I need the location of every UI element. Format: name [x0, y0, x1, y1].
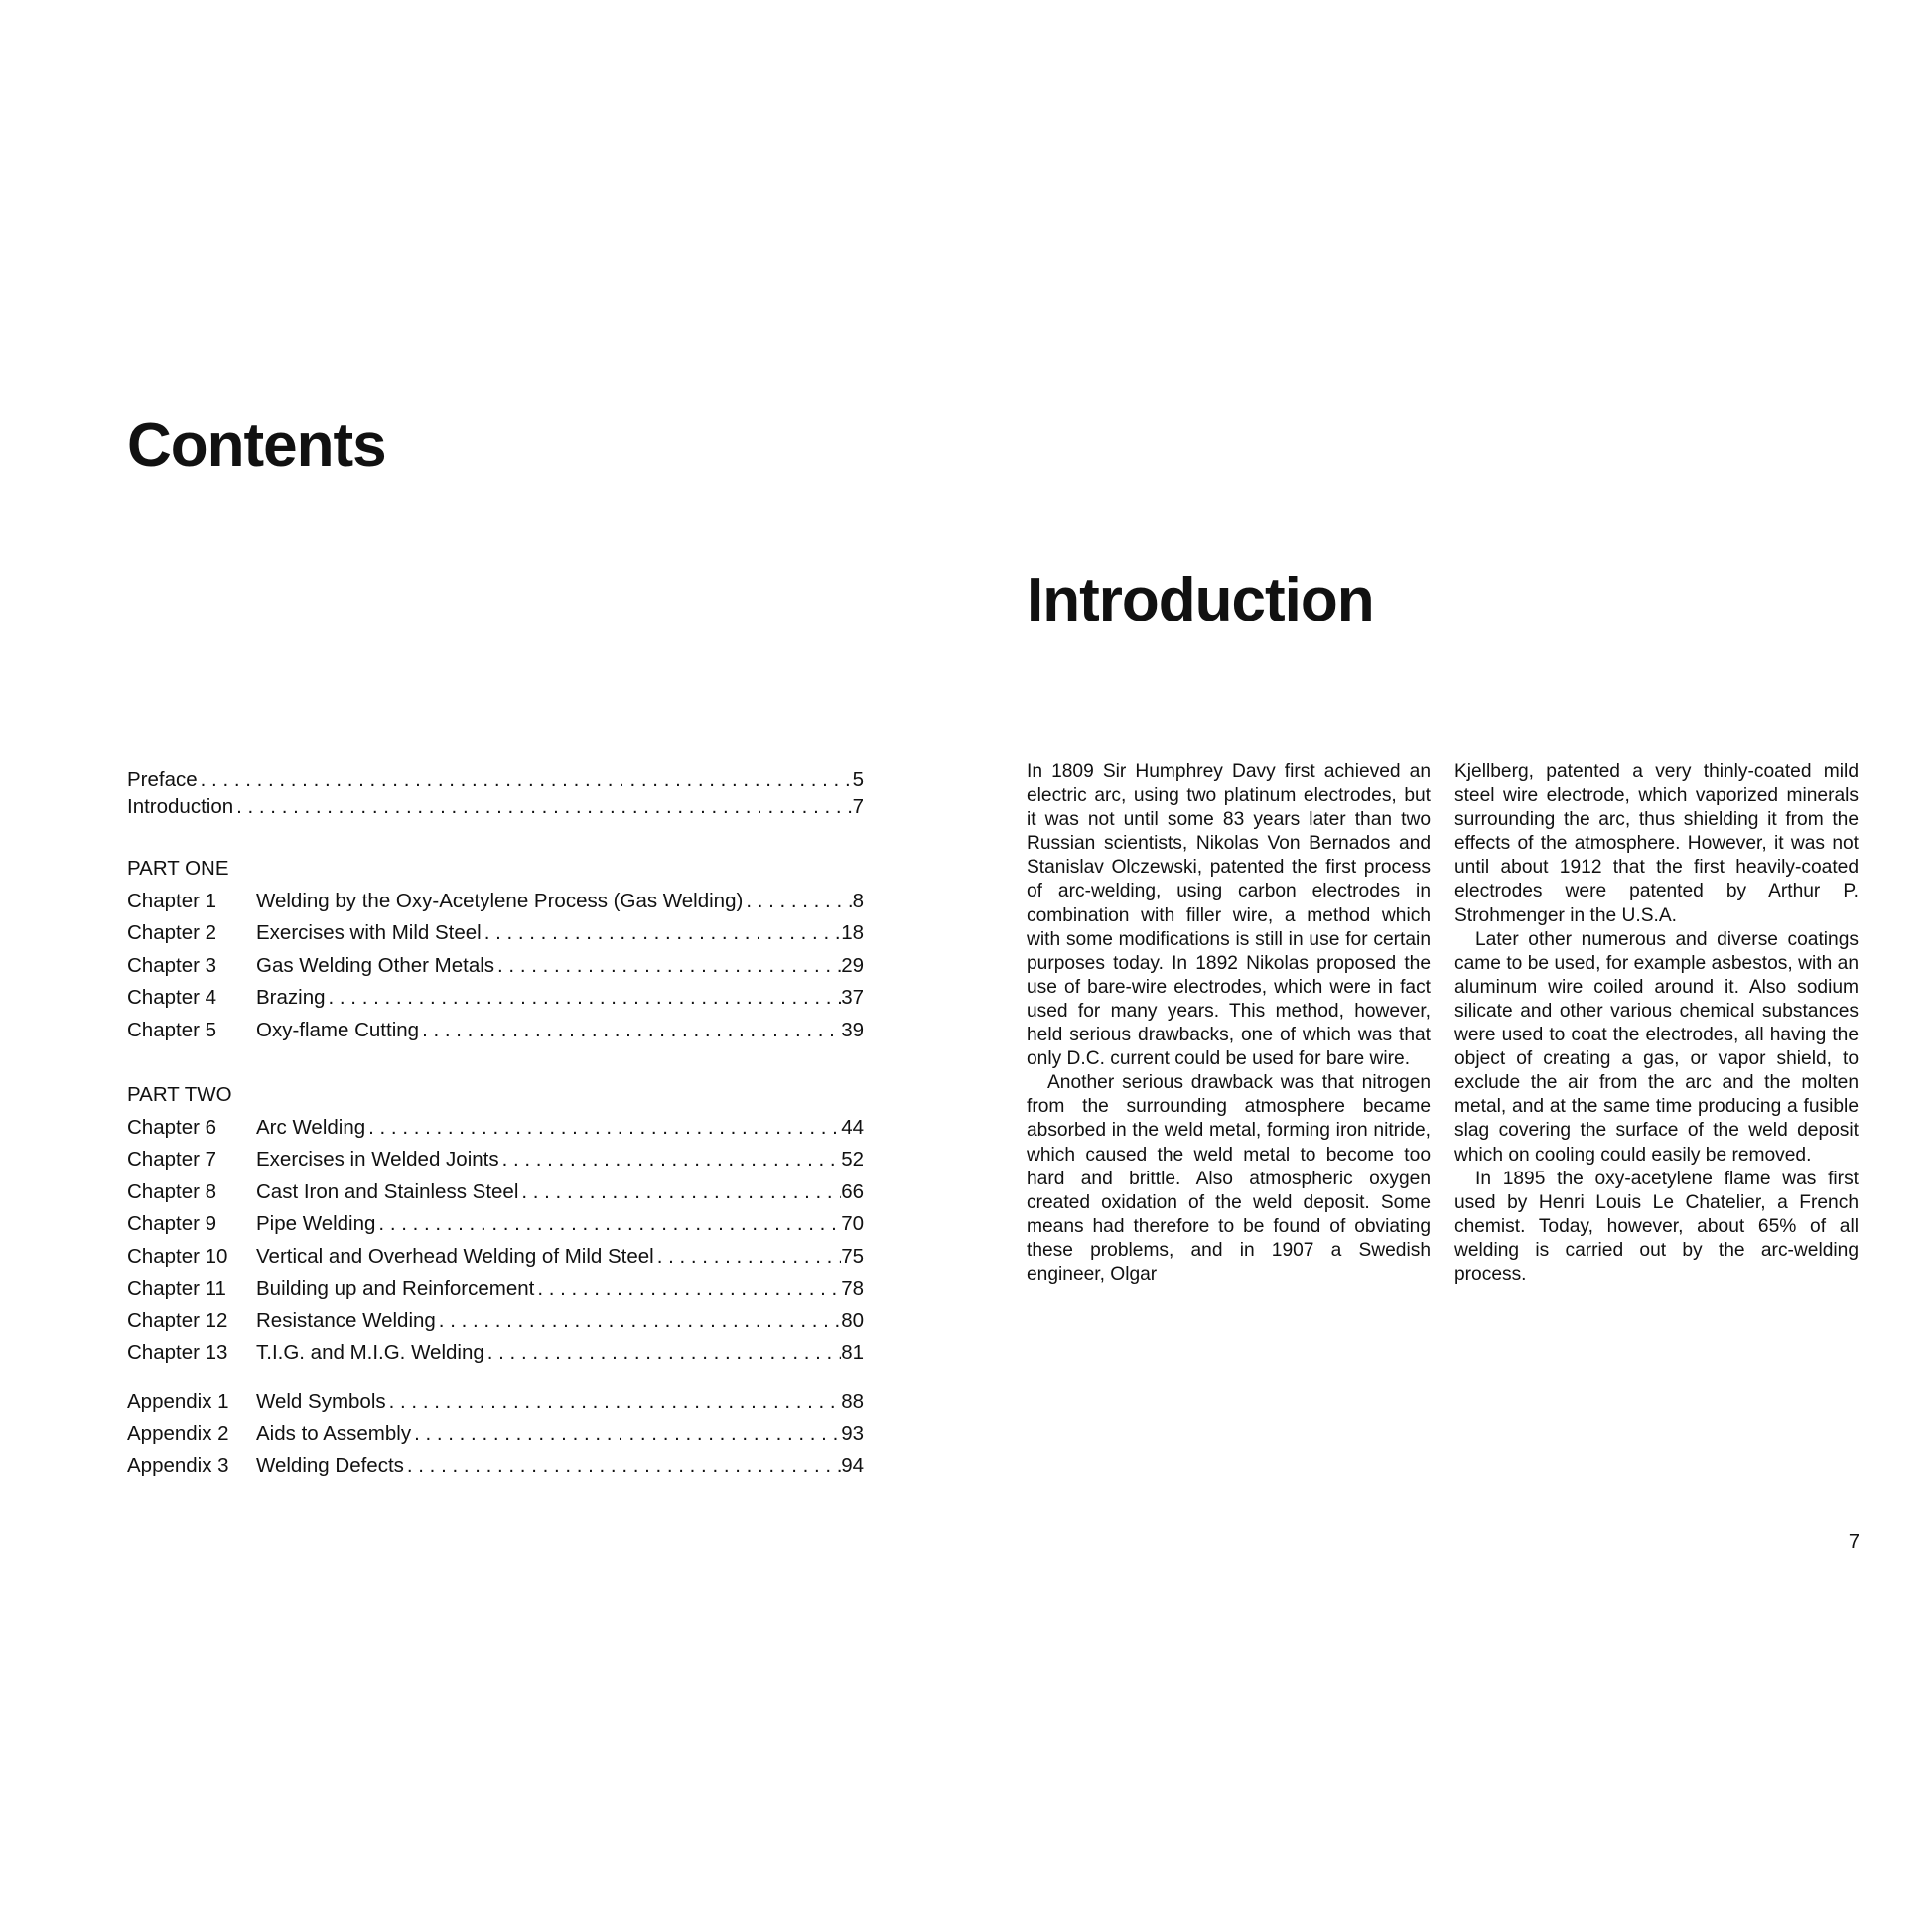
toc-entry-page: 7 [852, 795, 864, 818]
toc-entry-label: Chapter 3 [127, 953, 217, 977]
toc-entry-page: 70 [841, 1212, 864, 1235]
toc-entry-label: Appendix 2 [127, 1422, 229, 1445]
paragraph: Kjellberg, patented a very thinly-coated mild steel wire electrode, which vaporized minerals surrounding the arc, thus shielding it from the effects of the atmosphere. However, it was not until about 1912 that the first heavily-coated electrodes were patented by Arthur P. Strohmenger in the U.S.A. [1454, 761, 1859, 926]
toc-entry-page: 5 [852, 768, 864, 791]
page-number: 7 [1848, 1531, 1860, 1553]
toc-entry-page: 81 [841, 1341, 864, 1364]
toc-entry-title: Exercises in Welded Joints [256, 1148, 499, 1171]
toc-entry-chapter [127, 1208, 864, 1241]
paragraph: In 1895 the oxy-acetylene flame was first used by Henri Louis Le Chatelier, a French chemist. Today, however, about 65% of all welding is carried out by the arc-welding process. [1454, 1168, 1859, 1285]
toc-entry-title: Resistance Welding [256, 1309, 436, 1332]
toc-leader-dots [326, 982, 842, 1015]
toc-entry-page: 75 [841, 1244, 864, 1268]
toc-entry-chapter [127, 1337, 864, 1370]
toc-leader-dots [743, 886, 852, 918]
toc-leader-dots [534, 1273, 841, 1306]
toc-entry-title: Preface [127, 768, 198, 791]
toc-entry-label: Chapter 13 [127, 1341, 228, 1364]
toc-entry-appendix [127, 1450, 864, 1483]
paragraph: Later other numerous and diverse coatings came to be used, for example asbestos, with an aluminum wire coiled around it. Also sodium silicate and other various chemical substances were used to coat the electrodes, all having the object of creating a gas, or vapor shield, to exclude the air from the arc and the molten metal, and at the same time producing a fusible slag covering the surface of the weld deposit which on cooling could easily be removed. [1454, 928, 1859, 1166]
toc-leader-dots [233, 793, 852, 820]
toc-entry-page: 94 [841, 1453, 864, 1477]
table-of-contents [127, 766, 864, 1482]
toc-entry-page: 39 [841, 1018, 864, 1041]
toc-entry-introduction [127, 793, 864, 820]
toc-entry-label: Chapter 6 [127, 1115, 217, 1139]
toc-entry-label: Chapter 7 [127, 1148, 217, 1171]
toc-entry-title: Exercises with Mild Steel [256, 921, 482, 944]
toc-entry-chapter [127, 1273, 864, 1306]
toc-leader-dots [386, 1386, 842, 1419]
toc-entry-chapter [127, 886, 864, 918]
toc-entry-label: Chapter 4 [127, 986, 217, 1009]
toc-entry-chapter [127, 950, 864, 983]
toc-entry-page: 80 [841, 1309, 864, 1332]
text-column-left [1027, 760, 1431, 1287]
toc-entry-title: Pipe Welding [256, 1212, 376, 1235]
toc-entry-title: Weld Symbols [256, 1389, 386, 1413]
toc-leader-dots [484, 1337, 841, 1370]
toc-entry-label: Chapter 11 [127, 1277, 226, 1300]
toc-entry-page: 37 [841, 986, 864, 1009]
toc-leader-dots [198, 766, 853, 793]
toc-leader-dots [375, 1208, 841, 1241]
toc-leader-dots [482, 917, 841, 950]
toc-entry-title: Welding by the Oxy-Acetylene Process (Gas Welding) [256, 889, 744, 912]
toc-entry-title: Cast Iron and Stainless Steel [256, 1179, 519, 1203]
toc-entry-title: Building up and Reinforcement [256, 1277, 535, 1300]
toc-entry-title: Welding Defects [256, 1453, 404, 1477]
paragraph: In 1809 Sir Humphrey Davy first achieved an electric arc, using two platinum electrodes, but it was not until some 83 years later than two Russian scientists, Nikolas Von Bernados and Stanislav Olczewski, patented the first process of arc-welding, using carbon electrodes in combination with filler wire, a method which with some modifications is still in use for certain purposes today. In 1892 Nikolas proposed the use of bare-wire electrodes, which were in fact used for many years. This method, however, held serious drawbacks, one of which was that only D.C. current could be used for bare wire. [1027, 761, 1431, 1070]
toc-leader-dots [419, 1015, 841, 1047]
toc-entry-chapter [127, 1241, 864, 1274]
toc-leader-dots [654, 1241, 841, 1274]
toc-entry-label: Chapter 12 [127, 1309, 228, 1332]
toc-entry-appendix [127, 1386, 864, 1419]
introduction-title: Introduction [1027, 566, 1374, 634]
toc-entry-label: Chapter 10 [127, 1244, 228, 1268]
introduction-body [1027, 760, 1859, 1287]
section-spacer [127, 1370, 864, 1386]
part-heading: PART TWO [127, 1083, 232, 1106]
toc-entry-label: Appendix 1 [127, 1389, 229, 1413]
toc-leader-dots [411, 1418, 841, 1450]
toc-entry-chapter [127, 1015, 864, 1047]
text-column-right [1454, 760, 1859, 1287]
contents-title: Contents [127, 411, 386, 480]
toc-leader-dots [365, 1112, 841, 1145]
toc-entry-appendix [127, 1418, 864, 1450]
toc-entry-chapter [127, 1306, 864, 1338]
toc-entry-label: Chapter 1 [127, 889, 217, 912]
toc-entry-label: Chapter 8 [127, 1179, 217, 1203]
toc-entry-chapter [127, 1176, 864, 1209]
toc-entry-title: Brazing [256, 986, 326, 1009]
toc-leader-dots [499, 1144, 842, 1176]
toc-entry-page: 29 [841, 953, 864, 977]
toc-entry-title: Introduction [127, 795, 234, 818]
toc-entry-title: Arc Welding [256, 1115, 366, 1139]
toc-entry-label: Chapter 2 [127, 921, 217, 944]
toc-entry-title: Oxy-flame Cutting [256, 1018, 420, 1041]
toc-entry-title: T.I.G. and M.I.G. Welding [256, 1341, 484, 1364]
toc-entry-page: 66 [841, 1179, 864, 1203]
toc-entry-page: 78 [841, 1277, 864, 1300]
toc-entry-page: 8 [852, 889, 864, 912]
toc-leader-dots [404, 1450, 841, 1483]
toc-entry-title: Gas Welding Other Metals [256, 953, 495, 977]
toc-entry-label: Chapter 5 [127, 1018, 217, 1041]
toc-entry-page: 88 [841, 1389, 864, 1413]
toc-entry-title: Aids to Assembly [256, 1422, 412, 1445]
toc-leader-dots [494, 950, 841, 983]
toc-entry-preface [127, 766, 864, 793]
toc-entry-page: 18 [841, 921, 864, 944]
toc-entry-chapter [127, 1112, 864, 1145]
toc-leader-dots [436, 1306, 841, 1338]
toc-entry-chapter [127, 1144, 864, 1176]
toc-entry-label: Chapter 9 [127, 1212, 217, 1235]
toc-entry-page: 93 [841, 1422, 864, 1445]
part-heading: PART ONE [127, 857, 229, 880]
toc-entry-chapter [127, 982, 864, 1015]
toc-entry-chapter [127, 917, 864, 950]
toc-entry-label: Appendix 3 [127, 1453, 229, 1477]
toc-entry-page: 44 [841, 1115, 864, 1139]
toc-leader-dots [518, 1176, 841, 1209]
toc-entry-title: Vertical and Overhead Welding of Mild Steel [256, 1244, 654, 1268]
paragraph: Another serious drawback was that nitrogen from the surrounding atmosphere became absorbed in the weld metal, forming iron nitride, which caused the weld metal to become too hard and brittle. Also atmospheric oxygen created oxidation of the weld deposit. Some means had therefore to be found of obviating these problems, and in 1907 a Swedish engineer, Olgar [1027, 1072, 1431, 1285]
toc-entry-page: 52 [841, 1148, 864, 1171]
